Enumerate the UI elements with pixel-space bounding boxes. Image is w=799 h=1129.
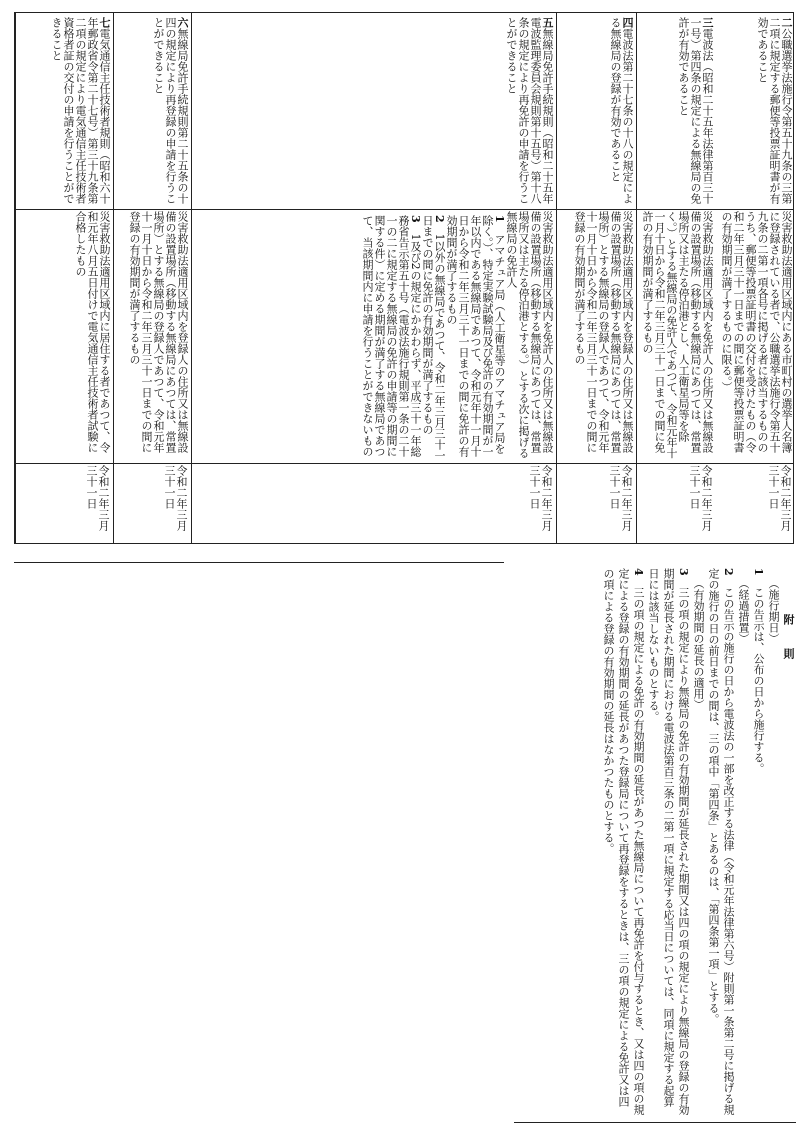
requirement-cell [114,17,191,207]
sub-item [361,211,421,461]
requirement-text: 公職選挙法施行令第五十九条の三第二項に規定する郵便等投票証明書が有効であること [756,17,793,204]
provision-paragraph [706,568,736,1116]
requirement-cell [557,17,636,207]
table-row [191,13,556,543]
requirement-cell [716,17,794,207]
eligible-persons-cell: 災害救助法適用区域内を登録人の住所又は無線設備の設置場所（移動する無線局にあつては、常置場所）とする無線局の登録人であつて、令和元年十一月十日から令和二年三月三十一日までの間に登録の有効期間が満了するもの [573,211,634,453]
item-number: 四 [621,17,634,28]
paragraph-text: 三の項の規定による免許の有効期間の延長があつた無線局について再免許を付与するとき、又は四の項の規定による登録の有効期間の延長があつた登録局について再登録をするときは、三の項の規定による免許又は四の項による登録の有効期間の延長はなかつたものとする。 [602,568,645,1115]
eligible-persons-cell: 災害救助法適用区域内を免許人の住所又は無線設備の設置場所（移動する無線局にあつては、常置場所又は主たる停泊港とし、人工衛星局等を除く。）とする無線局の免許人であつて、令和元年十一月十日から令和二年三月三十一日までの間に免許の有効期間が満了するもの [641,211,714,459]
requirement-cell [637,17,716,207]
item-number: 七 [98,17,111,28]
table-row [716,13,794,543]
sub-item-text: アマチュア局（人工衛星等のアマチュア局を除く。）、特定実験試験局及び免許の有効期間が一年以内である無線局であつて、令和元年十一月十日から令和二年三月三十一日までの間に免許の有効期間が満了するもの [445,215,506,457]
item-number: 五 [541,17,554,28]
eligible-persons-cell: 災害救助法適用区域内を登録人の住所又は無線設備の設置場所（移動する無線局にあつては、常置場所）とする無線局の登録人であつて、令和元年十一月十日から令和二年三月三十一日までの間に登録の有効期間が満了するもの [128,211,189,453]
paragraph-number: 2 [722,568,735,576]
item-number: 三 [701,17,714,28]
eligible-persons-cell: 災害救助法適用区域内にある市町村の選挙人名簿に登録されている者で、公職選挙法施行令第五十九条の二第一項各号に掲げる者に該当するもののうち、郵便等投票証明書の交付を受けたもの（令和二年三月三十一日までの間に郵便等投票証明書の有効期間が満了するものに限る。） [720,211,793,453]
sub-item [421,211,445,461]
provision-paragraph [751,568,766,1116]
requirement-text: 電気通信主任技術者規則（昭和六十年郵政省令第二十七号）第三十九条第二項の規定により電気通信主任技術者資格者証の交付の申請を行うことができること [50,17,111,204]
table-row [113,13,191,543]
paragraph-text: 三の項の規定により無線局の免許の有効期間が延長された期間又は四の項の規定により無線局の登録の有効期間が延長された期間における電波法第百三条の二第一項に規定する応当日については、同項に規定する起算日には該当しないものとする。 [647,568,690,1115]
table-row [636,13,716,543]
requirement-text: 無線局免許手続規則（昭和二十五年電波監理委員会規則第十五号）第十八条の規定により再免許の申請を行うことができること [505,17,554,204]
item-number: 六 [176,17,189,28]
expiry-date-cell: 令和二年三月三十一日 [767,465,792,531]
section-divider [14,562,504,563]
paragraph-number: 1 [752,568,765,576]
footer-divider [514,1122,796,1123]
supplementary-provisions [500,568,796,1116]
paragraph-number: 3 [677,568,690,576]
sub-item [445,211,505,461]
expiry-date-cell: 令和二年三月三十一日 [85,465,110,531]
eligible-persons-cell [192,211,556,461]
expiry-date-cell: 令和二年三月三十一日 [528,465,553,531]
eligible-persons-cell: 災害救助法適用区域内に居住する者であつて、令和元年八月五日付けで電気通信主任技術者試験に合格したもの [74,211,111,453]
sub-item-text: 1以外の無線局であつて、令和二年三月三十一日までの間に免許の有効期間が満了するもの [421,215,446,461]
provision-paragraph [601,568,646,1116]
sub-item-number: 3 [409,215,422,223]
paragraph-number: 4 [632,568,645,576]
eligible-persons-intro: 災害救助法適用区域内を免許人の住所又は無線設備の設置場所（移動する無線局にあつては、常置場所又は主たる停泊港とする。）とする次に掲げる無線局の免許人 [505,211,554,459]
sub-item-text: 1及び2の規定にかかわらず、平成三十一年総務省告示第五十号（電波法施行規則第一条の二十一の二に規定する無線局の免許の申請等の期間に関する件）に定める期間が満了する無線局であつて、当該期間内に申請を行うことができないもの [361,215,422,457]
paragraph-text: この告示の施行の日から電波法の一部を改正する法律（令和元年法律第六号）附則第一条第二号に掲げる規定の施行の日の前日までの間は、三の項中「第四条」とあるのは、「第四条第一項」とする。 [707,568,735,1115]
provision-caption: （有効期間の延長の適用） [692,578,705,710]
provision-paragraph [646,568,691,1116]
requirement-text: 電波法第二十七条の十八の規定による無線局の登録が有効であること [609,17,634,204]
expiry-date-cell: 令和二年三月三十一日 [688,465,713,531]
sub-item-number: 2 [433,215,446,223]
gazette-table [14,12,794,544]
paragraph-text: この告示は、公布の日から施行する。 [752,586,765,774]
requirement-cell [192,17,556,207]
requirement-text: 無線局免許手続規則第二十五条の十四の規定により再登録の申請を行うことができること [152,17,189,204]
supplementary-title: 附 則 [782,614,795,665]
table-row [15,13,113,543]
sub-item-number: 1 [493,215,506,223]
requirement-text: 電波法（昭和二十五年法律第百三十一号）第四条の規定による無線局の免許が有効であること [677,17,714,204]
expiry-date-cell: 令和二年三月三十一日 [608,465,633,531]
table-row [556,13,636,543]
requirement-cell [16,17,113,207]
provision-caption: （施行期日） [767,578,780,644]
expiry-date-cell: 令和二年三月三十一日 [163,465,188,531]
item-number: 二 [780,17,793,28]
provision-caption: （経過措置） [737,578,750,644]
